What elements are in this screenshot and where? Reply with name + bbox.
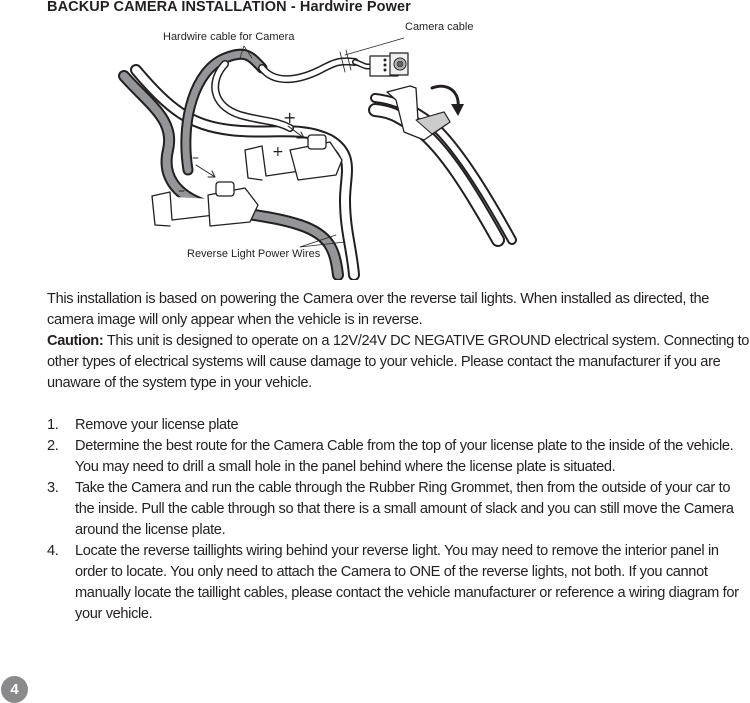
step-number: 1.: [47, 417, 59, 433]
step-text: Locate the reverse taillights wiring behind your reverse light. You may need to remove the interior panel in order to locate. You only need to attach the Camera to ONE of the reverse lights, not both. If you cannot manually locate the taillight cables, please contact the vehicle manufacturer or reference a wiring diagram for your vehicle.: [75, 543, 739, 622]
step-item: [47, 436, 750, 478]
caution-paragraph: [47, 331, 750, 394]
step-text: Remove your license plate: [75, 417, 239, 433]
page-title: BACKUP CAMERA INSTALLATION - Hardwire Power: [47, 0, 411, 15]
instructions-body: [47, 289, 750, 625]
step-item: [47, 541, 750, 625]
step-text: Take the Camera and run the cable through the Rubber Ring Grommet, then from the outside of your car to the inside. Pull the cable through so that there is a small amount of slack and you can still move the Camera around the license plate.: [75, 480, 734, 538]
intro-paragraph: This installation is based on powering the Camera over the reverse tail lights. When installed as directed, the camera image will only appear when the vehicle is in reverse.: [47, 291, 710, 328]
step-text: Determine the best route for the Camera Cable from the top of your license plate to the inside of the vehicle. You may need to drill a small hole in the panel behind where the license plate is situated.: [75, 438, 734, 475]
step-number: 4.: [47, 543, 59, 559]
step-number: 2.: [47, 438, 59, 454]
svg-text:–: –: [178, 183, 185, 199]
camera-cable-label: Camera cable: [405, 21, 474, 33]
step-number: 3.: [47, 480, 59, 496]
reverse-wires-label: Reverse Light Power Wires: [187, 248, 321, 260]
page-number-badge: 4: [1, 676, 28, 703]
caution-label: Caution:: [47, 333, 104, 349]
svg-text:+: +: [272, 144, 284, 160]
caution-text: This unit is designed to operate on a 12V/24V DC NEGATIVE GROUND electrical system. Connecting to other types of electrical systems will cause damage to your vehicle. Please contact the manufacturer if you are unaware of the system type in your vehicle.: [47, 333, 750, 391]
plus-symbol: +: [283, 108, 297, 127]
svg-text:–: –: [192, 150, 199, 166]
hardwire-cable-label: Hardwire cable for Camera: [163, 31, 295, 43]
step-item: [47, 415, 750, 436]
wiring-illustration: [0, 0, 750, 280]
step-item: [47, 478, 750, 541]
wiring-diagram: [0, 0, 750, 280]
installation-steps: [47, 415, 750, 625]
